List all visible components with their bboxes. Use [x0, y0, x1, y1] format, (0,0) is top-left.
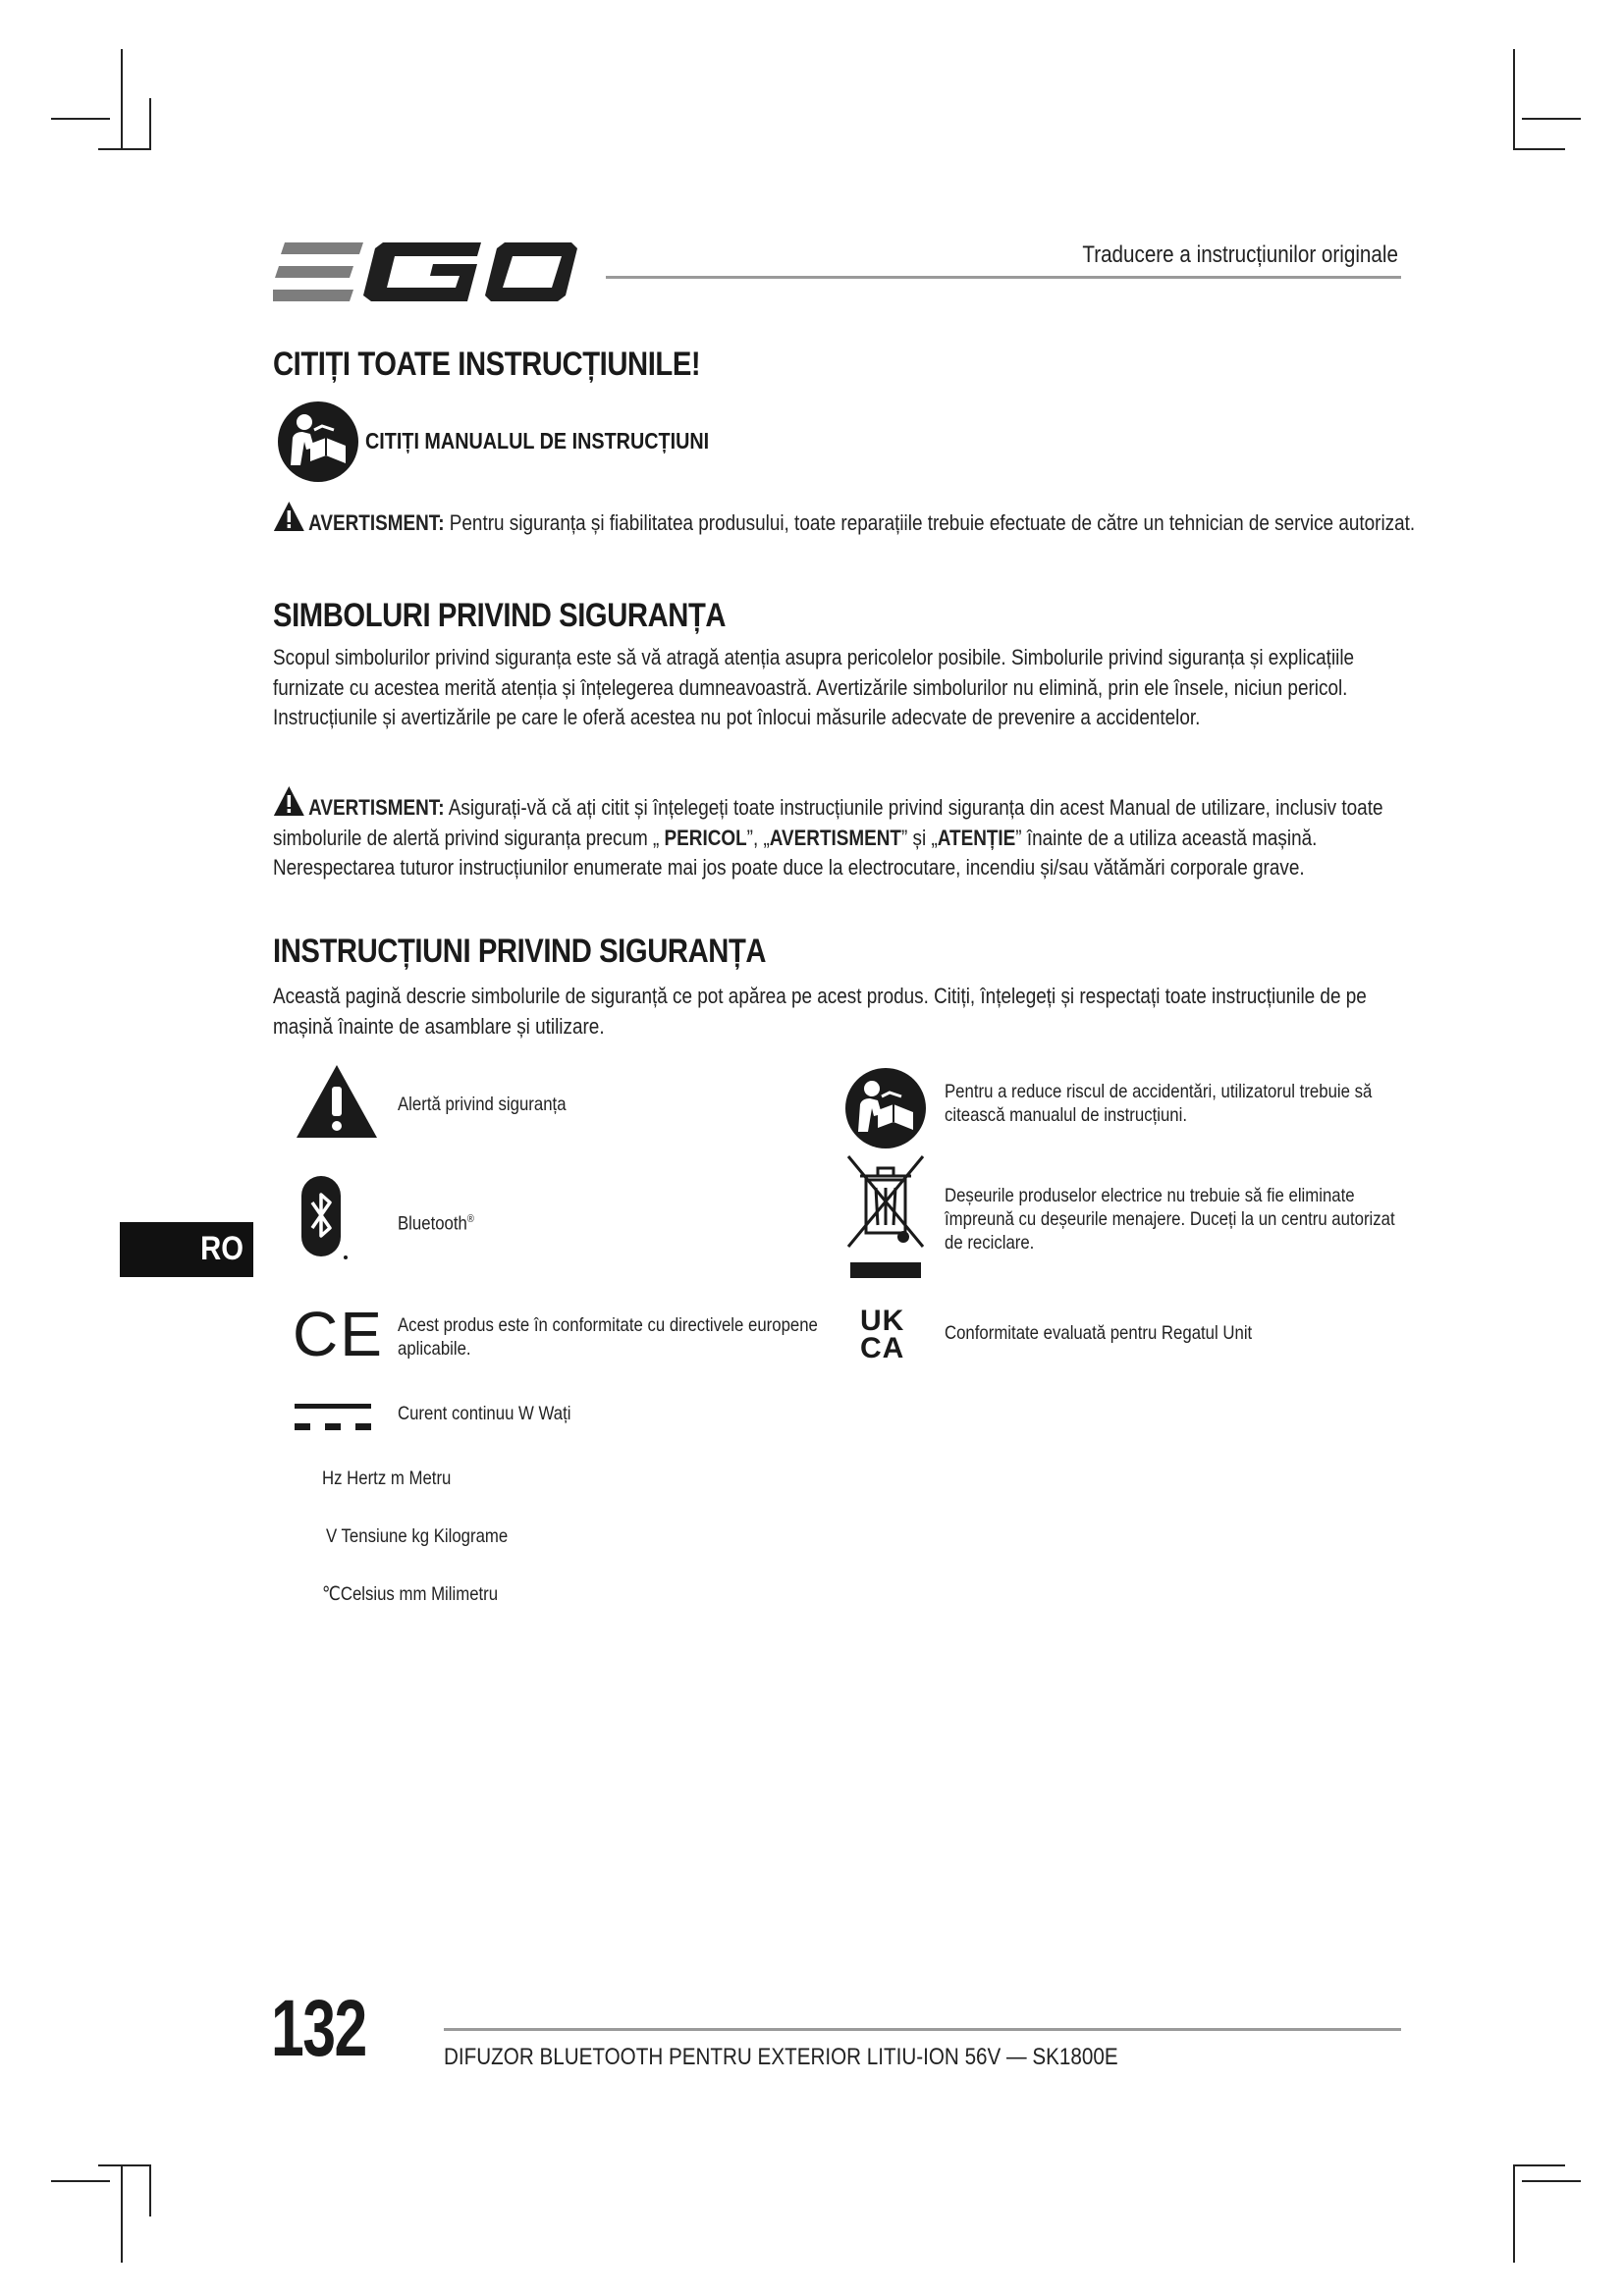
safety-instructions-paragraph — [273, 982, 1422, 1041]
ego-logo — [273, 239, 577, 309]
direct-current-label-text: Curent continuu W Wați — [398, 1403, 571, 1424]
warning-1 — [273, 501, 1422, 539]
bluetooth-label — [398, 1207, 487, 1236]
ce-mark-icon — [293, 1299, 384, 1369]
ukca-desc — [945, 1321, 1302, 1345]
crop-mark — [98, 2164, 150, 2166]
ukca-mark-icon — [860, 1305, 919, 1364]
warning-2-kw-atentie: ATENȚIE — [937, 825, 1016, 850]
safety-symbols-paragraph — [273, 643, 1422, 733]
header-subtitle: Traducere a instrucțiunilor originale — [1082, 241, 1398, 268]
bluetooth-label-text: Bluetooth — [398, 1212, 467, 1235]
warning-2-text-a: Asigurați-vă că ați citit și înțelegeți toate instrucțiunile privind siguranța din acest Manual de utilizare, inclusiv toate simbolurile de alertă privind siguranța precum „ — [273, 795, 1383, 850]
read-manual-icon — [277, 400, 359, 483]
crop-mark — [121, 49, 123, 150]
unit-row-text: ℃Celsius mm Milimetru — [322, 1583, 499, 1605]
warning-triangle-icon — [273, 501, 305, 532]
safety-instructions-heading: INSTRUCȚIUNI PRIVIND SIGURANȚA — [273, 933, 767, 970]
warning-2-text-c: ” și „ — [900, 825, 938, 850]
read-manual-icon — [844, 1067, 927, 1149]
read-manual-desc-text: Pentru a reduce riscul de accidentări, utilizatorul trebuie să citească manualul de instrucțiuni. — [945, 1081, 1373, 1126]
language-tab-label: RO — [200, 1230, 244, 1267]
ce-label — [398, 1313, 869, 1361]
unit-row-text: V Tensiune kg Kilograme — [326, 1525, 509, 1547]
weee-desc — [945, 1184, 1406, 1255]
safety-symbols-heading: SIMBOLURI PRIVIND SIGURANȚA — [273, 597, 727, 634]
warning-2-text-d: ” înainte de a utiliza această mașină. Nerespectarea tuturor instrucțiunilor enumerate mai jos poate duce la electrocutare, incendiu și/sau vătămări corporale grave. — [273, 825, 1318, 880]
ukca-mark-top: UK — [860, 1305, 905, 1337]
ego-logo-mark — [273, 239, 577, 309]
footer-title-text: DIFUZOR BLUETOOTH PENTRU EXTERIOR LITIU-ION 56V — SK1800E — [444, 2044, 1118, 2070]
crop-mark — [98, 148, 150, 150]
warning-2-kw-pericol: PERICOL — [659, 825, 747, 850]
ukca-desc-text: Conformitate evaluată pentru Regatul Unit — [945, 1322, 1253, 1344]
unit-row — [326, 1524, 537, 1548]
registered-mark: ® — [466, 1213, 474, 1225]
safety-alert-label-text: Alertă privind siguranța — [398, 1094, 567, 1115]
read-manual-desc — [945, 1080, 1406, 1127]
language-tab — [120, 1222, 253, 1277]
direct-current-label — [398, 1402, 599, 1425]
header-rule — [606, 276, 1401, 279]
safety-symbols-paragraph-text: Scopul simbolurilor privind siguranța este să vă atragă atenția asupra pericolelor posibile. Simbolurile privind siguranța și explicațiile furnizate cu acestea merită atenția și înțelegerea dumneavoastră. Avertizările simbolurilor nu elimină, prin ele însele, niciun pericol. Instrucțiunile și avertizările pe care le oferă acestea nu pot înlocui măsurile adecvate de prevenire a accidentelor. — [273, 645, 1355, 729]
warning-2 — [273, 785, 1422, 883]
crop-mark — [1513, 2164, 1515, 2263]
weee-desc-text: Deșeurile produselor electrice nu trebuie să fie eliminate împreună cu deșeurile menajere. Duceți la un centru autorizat de reciclare. — [945, 1185, 1395, 1254]
warning-1-text: Pentru siguranța și fiabilitatea produsului, toate reparațiile trebuie efectuate de către un tehnician de service autorizat. — [444, 510, 1416, 535]
crop-mark — [1522, 2180, 1581, 2182]
crop-mark — [149, 98, 151, 150]
safety-alert-label — [398, 1093, 790, 1116]
warning-2-text-b: ”, „ — [746, 825, 770, 850]
crop-mark — [1513, 148, 1565, 150]
crop-mark — [121, 2164, 123, 2263]
crop-mark — [51, 2180, 110, 2182]
crop-mark — [1522, 118, 1581, 120]
ukca-mark-bottom: CA — [860, 1332, 905, 1364]
warning-triangle-icon — [273, 785, 305, 817]
crop-mark — [149, 2164, 151, 2216]
read-manual-label: CITIȚI MANUALUL DE INSTRUCȚIUNI — [365, 428, 710, 454]
unit-row-text: Hz Hertz m Metru — [322, 1468, 452, 1489]
safety-instructions-paragraph-text: Această pagină descrie simbolurile de siguranță ce pot apărea pe acest produs. Citiți, înțelegeți și respectați toate instrucțiunile de pe mașină înainte de asamblare și utilizare. — [273, 984, 1367, 1039]
weee-bin-icon — [846, 1154, 925, 1282]
footer-title — [444, 2044, 1227, 2071]
unit-row — [322, 1467, 472, 1490]
read-manual-row — [277, 400, 768, 483]
unit-row — [322, 1582, 526, 1606]
page-number: 132 — [271, 1984, 366, 2073]
warning-2-kw-avertisment: AVERTISMENT — [769, 825, 901, 850]
warning-1-label: AVERTISMENT: — [308, 510, 445, 535]
read-all-heading: CITIȚI TOATE INSTRUCȚIUNILE! — [273, 346, 701, 383]
ce-mark-text: CE — [293, 1299, 384, 1369]
direct-current-icon — [295, 1402, 371, 1435]
footer-rule — [444, 2028, 1401, 2031]
crop-mark — [51, 118, 110, 120]
crop-mark — [1513, 2164, 1565, 2166]
safety-alert-icon — [295, 1063, 379, 1140]
bluetooth-icon — [300, 1175, 350, 1263]
crop-mark — [1513, 49, 1515, 150]
warning-2-label: AVERTISMENT: — [308, 795, 445, 820]
ce-label-text: Acest produs este în conformitate cu directivele europene aplicabile. — [398, 1314, 818, 1360]
